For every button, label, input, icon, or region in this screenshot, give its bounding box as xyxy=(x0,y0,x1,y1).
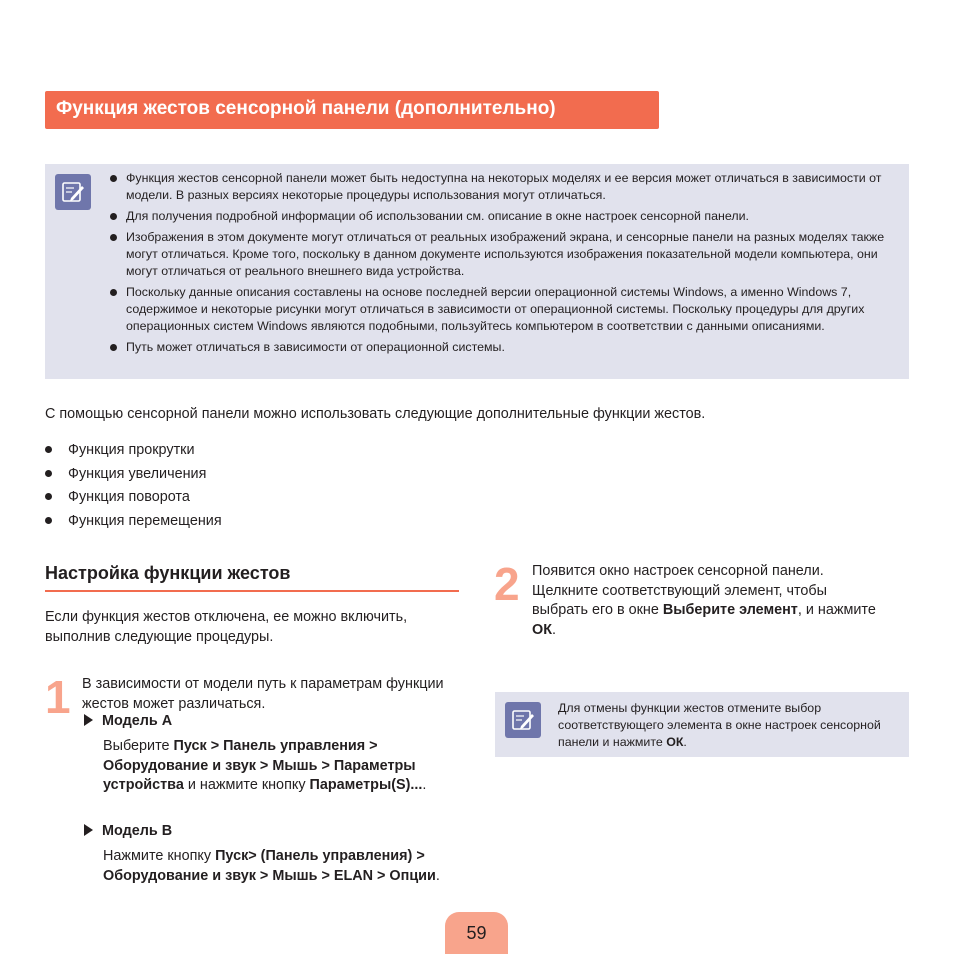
triangle-bullet-icon xyxy=(84,824,93,836)
note-item: Функция жестов сенсорной панели может быть недоступна на некоторых моделях и ее версия может отличаться в зависимости от модели. В разных версиях некоторые процедуры использования могут отличаться. xyxy=(109,170,895,204)
step-2-number: 2 xyxy=(494,558,520,610)
section-title-bar xyxy=(45,91,659,129)
note-box xyxy=(45,164,909,379)
intro-text: С помощью сенсорной панели можно использовать следующие дополнительные функции жестов. xyxy=(45,406,706,422)
note-item: Поскольку данные описания составлены на основе последней версии операционной системы Windows, а именно Windows 7, содержимое и некоторые рисунки могут отличаться в зависимости от операционной системы. Поскольку процедуры для других операционных систем Windows являются подобными, пользуйтесь компьютером в соответствии с данными описаниями. xyxy=(109,284,895,335)
model-a-text-1: Выберите xyxy=(103,738,174,754)
model-b-heading xyxy=(84,822,172,842)
model-a-text-2: и нажмите кнопку xyxy=(183,777,310,793)
page-title: Функция жестов сенсорной панели (дополнительно) xyxy=(56,98,556,119)
page-number-tab xyxy=(445,912,508,954)
model-b-path: Пуск> (Панель управления) > Оборудование и звук > Мышь > ELAN > Опции xyxy=(103,848,436,884)
feature-item: Функция перемещения xyxy=(45,512,222,530)
section-description: Если функция жестов отключена, ее можно включить, выполнив следующие процедуры. xyxy=(45,609,408,645)
step-2-text-1: Появится окно настроек сенсорной панели. Щелкните соответствующий элемент, чтобы выбрать его в окне xyxy=(532,563,827,618)
model-b-text-1: Нажмите кнопку xyxy=(103,848,216,864)
step-2-ok-label: ОК xyxy=(532,621,552,638)
note-item: Для получения подробной информации об использовании см. описание в окне настроек сенсорной панели. xyxy=(109,208,895,225)
step-2-window-name: Выберите элемент xyxy=(662,602,798,618)
model-a-path: Пуск > Панель управления > Оборудование и звук > Мышь > Параметры устройства xyxy=(103,738,416,793)
note-item: Изображения в этом документе могут отличаться от реальных изображений экрана, и сенсорные панели на разных моделях также могут отличаться. Кроме того, поскольку в данном документе используются изображения показательной модели компьютера, они могут отличаться от реального внешнего вида устройства. xyxy=(109,229,895,280)
feature-item: Функция поворота xyxy=(45,488,222,506)
model-a-text-3: . xyxy=(422,777,427,793)
tip-text xyxy=(558,700,903,751)
model-a-heading xyxy=(84,712,172,732)
step-2-text-3: . xyxy=(551,621,556,638)
triangle-bullet-icon xyxy=(84,714,93,726)
step-2-text-2: , и нажмите xyxy=(797,602,876,618)
note-pencil-icon xyxy=(505,702,541,738)
note-list xyxy=(109,170,895,360)
tip-text-1: Для отмены функции жестов отмените выбор соответствующего элемента в окне настроек сенсорной панели и нажмите xyxy=(558,701,881,749)
note-pencil-icon xyxy=(55,174,91,210)
model-b-label: Модель B xyxy=(102,823,173,839)
section-divider xyxy=(45,590,459,592)
page-number: 59 xyxy=(466,923,487,943)
model-b-text xyxy=(103,847,468,886)
step-1-text: В зависимости от модели путь к параметрам функции жестов может различаться. xyxy=(82,676,444,712)
step-1-number: 1 xyxy=(45,671,71,723)
section-heading: Настройка функции жестов xyxy=(45,563,291,583)
tip-box xyxy=(495,692,909,757)
feature-item: Функция увеличения xyxy=(45,465,222,483)
model-a-text xyxy=(103,737,448,796)
feature-list xyxy=(45,441,222,535)
note-item: Путь может отличаться в зависимости от операционной системы. xyxy=(109,339,895,356)
feature-item: Функция прокрутки xyxy=(45,441,222,459)
model-b-text-2: . xyxy=(435,867,440,884)
tip-ok-label: ОК xyxy=(666,735,684,749)
model-a-button-name: Параметры(S)... xyxy=(309,777,423,793)
tip-text-2: . xyxy=(683,735,687,749)
model-a-label: Модель А xyxy=(102,713,173,729)
step-2-text xyxy=(532,562,882,640)
